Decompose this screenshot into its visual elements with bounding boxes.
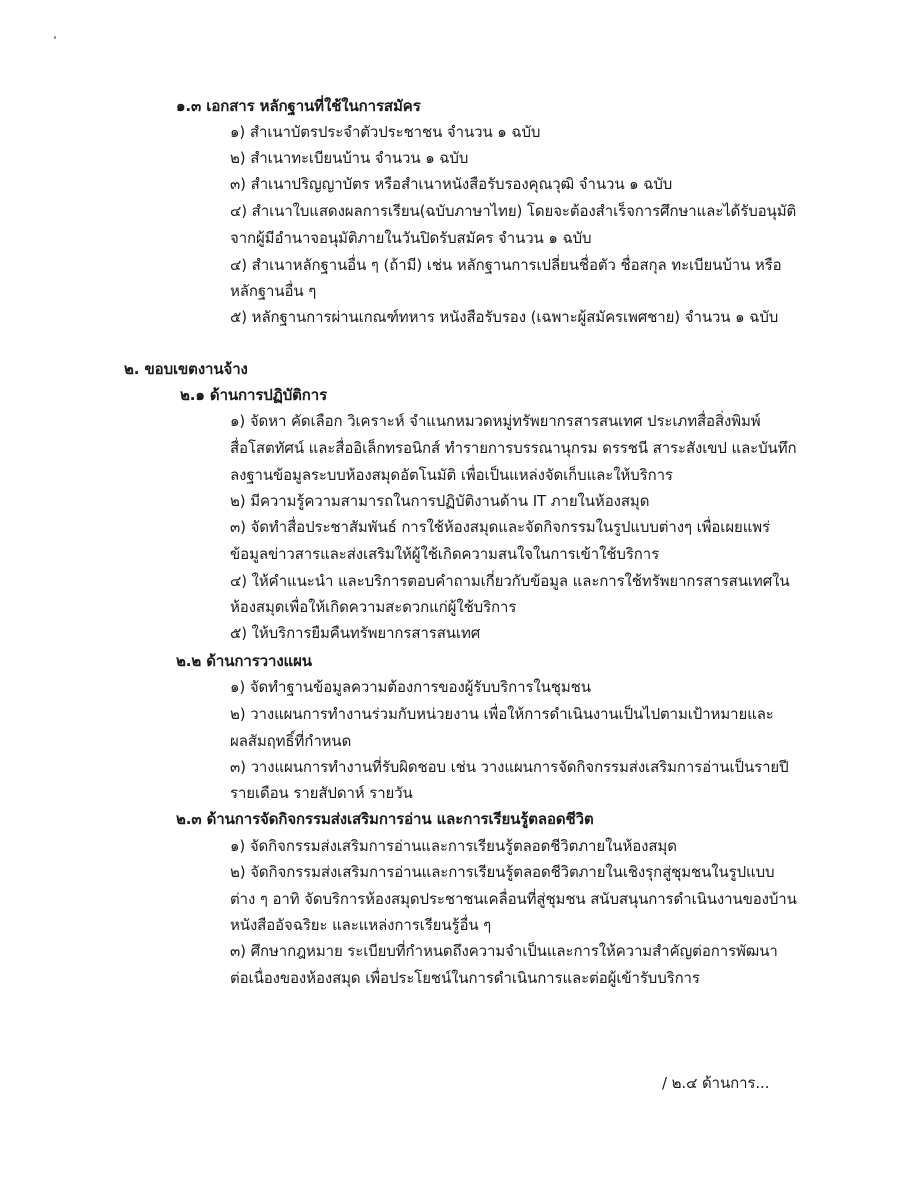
scan-speck xyxy=(54,36,56,39)
section-2-1-heading: ๒.๑ ด้านการปฏิบัติการ xyxy=(180,386,328,404)
list-item: รายเดือน รายสัปดาห์ รายวัน xyxy=(230,784,413,802)
page-continuation-note: / ๒.๔ ด้านการ... xyxy=(662,1074,770,1092)
list-item: ๔) สำเนาใบแสดงผลการเรียน(ฉบับภาษาไทย) โดยจะต้องสำเร็จการศึกษาและได้รับอนุมัติ xyxy=(230,202,797,220)
list-item: ๓) สำเนาปริญญาบัตร หรือสำเนาหนังสือรับรองคุณวุฒิ จำนวน ๑ ฉบับ xyxy=(230,175,673,193)
list-item: ๓) จัดทำสื่อประชาสัมพันธ์ การใช้ห้องสมุดและจัดกิจกรรมในรูปแบบต่างๆ เพื่อเผยแพร่ xyxy=(230,518,771,536)
list-item: ๒) วางแผนการทำงานร่วมกับหน่วยงาน เพื่อให้การดำเนินงานเป็นไปตามเป้าหมายและ xyxy=(230,705,774,723)
section-2-3-heading: ๒.๓ ด้านการจัดกิจกรรมส่งเสริมการอ่าน และการเรียนรู้ตลอดชีวิต xyxy=(176,810,594,828)
list-item: ๕) ให้บริการยืมคืนทรัพยากรสารสนเทศ xyxy=(230,624,481,642)
list-item: ๑) จัดหา คัดเลือก วิเคราะห์ จำแนกหมวดหมู่ทรัพยากรสารสนเทศ ประเภทสื่อสิ่งพิมพ์ xyxy=(230,412,761,430)
list-item: ข้อมูลข่าวสารและส่งเสริมให้ผู้ใช้เกิดความสนใจในการเข้าใช้บริการ xyxy=(230,545,660,563)
list-item: ๓) วางแผนการทำงานที่รับผิดชอบ เช่น วางแผนการจัดกิจกรรมส่งเสริมการอ่านเป็นรายปี xyxy=(230,758,789,776)
list-item: ต่อเนื่องของห้องสมุด เพื่อประโยชน์ในการดำเนินการและต่อผู้เข้ารับบริการ xyxy=(230,969,700,987)
list-item: ๒) สำเนาทะเบียนบ้าน จำนวน ๑ ฉบับ xyxy=(230,149,469,167)
list-item: ๑) สำเนาบัตรประจำตัวประชาชน จำนวน ๑ ฉบับ xyxy=(230,123,541,141)
list-item: ลงฐานข้อมูลระบบห้องสมุดอัตโนมัติ เพื่อเป็นแหล่งจัดเก็บและให้บริการ xyxy=(230,466,673,484)
list-item: หนังสืออัจฉริยะ และแหล่งการเรียนรู้อื่น ๆ xyxy=(230,916,492,934)
list-item: ห้องสมุดเพื่อให้เกิดความสะดวกแก่ผู้ใช้บริการ xyxy=(230,598,517,616)
list-item: ๔) สำเนาหลักฐานอื่น ๆ (ถ้ามี) เช่น หลักฐานการเปลี่ยนชื่อตัว ชื่อสกุล ทะเบียนบ้าน หรือ xyxy=(230,256,782,274)
list-item: ๒) จัดกิจกรรมส่งเสริมการอ่านและการเรียนรู้ตลอดชีวิตภายในเชิงรุกสู่ชุมชนในรูปแบบ xyxy=(230,863,775,881)
section-1-3-heading: ๑.๓ เอกสาร หลักฐานที่ใช้ในการสมัคร xyxy=(176,97,421,115)
list-item: ผลสัมฤทธิ์ที่กำหนด xyxy=(230,732,352,750)
list-item: หลักฐานอื่น ๆ xyxy=(230,282,317,300)
list-item: ๑) จัดกิจกรรมส่งเสริมการอ่านและการเรียนรู้ตลอดชีวิตภายในห้องสมุด xyxy=(230,837,677,855)
list-item: สื่อโสตทัศน์ และสื่ออิเล็กทรอนิกส์ ทำรายการบรรณานุกรม ดรรชนี สาระสังเขป และบันทึก xyxy=(230,439,797,457)
section-2-2-heading: ๒.๒ ด้านการวางแผน xyxy=(176,652,312,670)
list-item: ๔) ให้คำแนะนำ และบริการตอบคำถามเกี่ยวกับข้อมูล และการใช้ทรัพยากรสารสนเทศใน xyxy=(230,572,790,590)
list-item: ๕) หลักฐานการผ่านเกณฑ์ทหาร หนังสือรับรอง (เฉพาะผู้สมัครเพศชาย) จำนวน ๑ ฉบับ xyxy=(230,308,779,326)
section-2-heading: ๒. ขอบเขตงานจ้าง xyxy=(124,360,248,378)
list-item: ต่าง ๆ อาทิ จัดบริการห้องสมุดประชาชนเคลื่อนที่สู่ชุมชน สนับสนุนการดำเนินงานของบ้าน xyxy=(230,890,797,908)
list-item: ๒) มีความรู้ความสามารถในการปฏิบัติงานด้าน IT ภายในห้องสมุด xyxy=(230,492,650,510)
list-item: จากผู้มีอำนาจอนุมัติภายในวันปิดรับสมัคร จำนวน ๑ ฉบับ xyxy=(230,229,592,247)
list-item: ๓) ศึกษากฎหมาย ระเบียบที่กำหนดถึงความจำเป็นและการให้ความสำคัญต่อการพัฒนา xyxy=(230,942,778,960)
list-item: ๑) จัดทำฐานข้อมูลความต้องการของผู้รับบริการในชุมชน xyxy=(230,678,591,696)
